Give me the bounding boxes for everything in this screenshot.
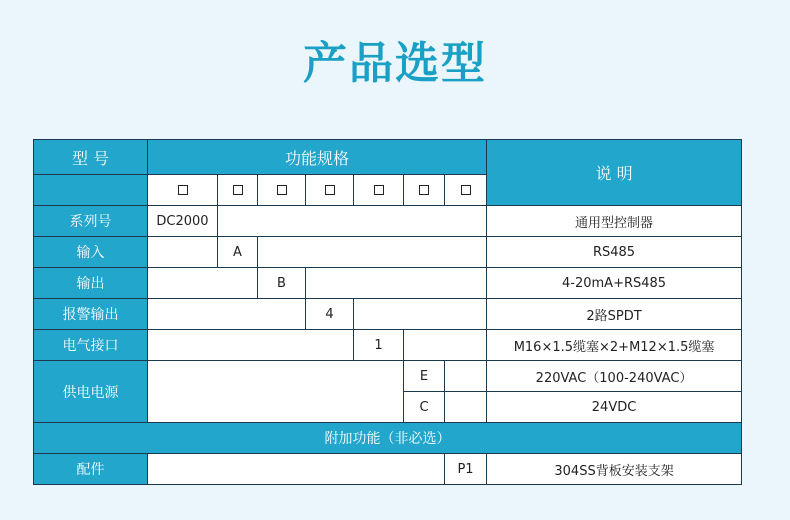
empty-cell xyxy=(218,206,487,237)
desc-cell: RS485 xyxy=(487,237,742,268)
row-label: 配件 xyxy=(34,454,148,485)
selection-table xyxy=(33,139,742,485)
code-cell: DC2000 xyxy=(148,206,218,237)
empty-cell xyxy=(148,361,404,423)
checkbox-icon xyxy=(325,185,335,195)
code-cell: 1 xyxy=(354,330,404,361)
code-cell: P1 xyxy=(445,454,487,485)
row-output xyxy=(34,268,742,299)
row-addon-header xyxy=(34,423,742,454)
row-power-1 xyxy=(34,361,742,392)
row-label: 输出 xyxy=(34,268,148,299)
checkbox-icon xyxy=(178,185,188,195)
header-model-blank xyxy=(34,175,148,206)
row-alarm xyxy=(34,299,742,330)
placeholder-box-5 xyxy=(354,175,404,206)
header-desc: 说 明 xyxy=(487,140,742,206)
row-series xyxy=(34,206,742,237)
empty-cell xyxy=(148,330,354,361)
empty-cell xyxy=(148,454,445,485)
code-cell: E xyxy=(404,361,445,392)
empty-cell xyxy=(148,299,306,330)
code-cell: C xyxy=(404,392,445,423)
checkbox-icon xyxy=(374,185,384,195)
row-label: 输入 xyxy=(34,237,148,268)
empty-cell xyxy=(354,299,487,330)
code-cell: B xyxy=(258,268,306,299)
desc-cell: 304SS背板安装支架 xyxy=(487,454,742,485)
row-label: 电气接口 xyxy=(34,330,148,361)
addon-header: 附加功能（非必选） xyxy=(34,423,742,454)
code-cell: 4 xyxy=(306,299,354,330)
empty-cell xyxy=(148,268,258,299)
placeholder-box-2 xyxy=(218,175,258,206)
row-connector xyxy=(34,330,742,361)
placeholder-box-7 xyxy=(445,175,487,206)
desc-cell: 4-20mA+RS485 xyxy=(487,268,742,299)
empty-cell xyxy=(148,237,218,268)
placeholder-box-6 xyxy=(404,175,445,206)
row-label: 系列号 xyxy=(34,206,148,237)
placeholder-box-3 xyxy=(258,175,306,206)
row-label: 报警输出 xyxy=(34,299,148,330)
code-cell: A xyxy=(218,237,258,268)
desc-cell: 通用型控制器 xyxy=(487,206,742,237)
desc-cell: M16×1.5缆塞×2+M12×1.5缆塞 xyxy=(487,330,742,361)
row-label: 供电电源 xyxy=(34,361,148,423)
row-accessory xyxy=(34,454,742,485)
header-model: 型 号 xyxy=(34,140,148,175)
checkbox-icon xyxy=(461,185,471,195)
checkbox-icon xyxy=(277,185,287,195)
desc-cell: 220VAC（100-240VAC） xyxy=(487,361,742,392)
row-input xyxy=(34,237,742,268)
desc-cell: 24VDC xyxy=(487,392,742,423)
placeholder-box-4 xyxy=(306,175,354,206)
empty-cell xyxy=(445,361,487,392)
checkbox-icon xyxy=(419,185,429,195)
empty-cell xyxy=(404,330,487,361)
empty-cell xyxy=(258,237,487,268)
header-spec: 功能规格 xyxy=(148,140,487,175)
empty-cell xyxy=(445,392,487,423)
checkbox-icon xyxy=(233,185,243,195)
empty-cell xyxy=(306,268,487,299)
desc-cell: 2路SPDT xyxy=(487,299,742,330)
page-title: 产品选型 xyxy=(303,38,487,89)
placeholder-box-1 xyxy=(148,175,218,206)
